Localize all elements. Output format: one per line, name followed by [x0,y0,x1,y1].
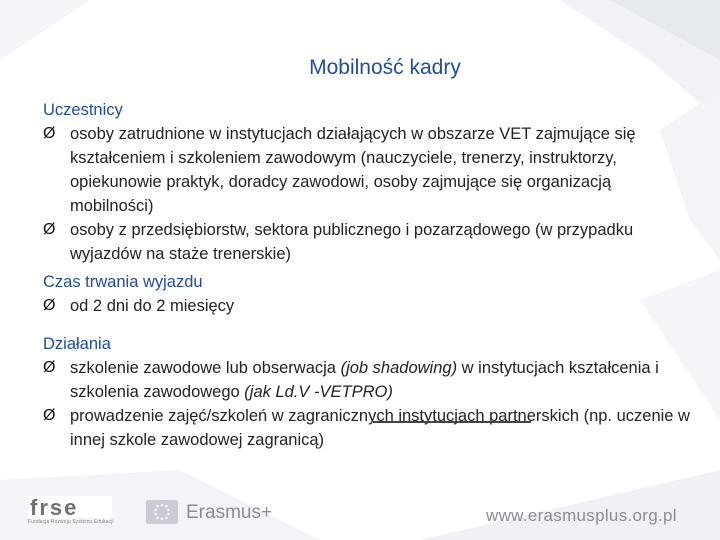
list-item-text: szkolenie zawodowe lub obserwacja (job shadowing) w instytucjach kształcenia i szkolenia zawodowego (jak Ld.V -VETPRO) [70,359,659,401]
list-item [43,294,693,318]
slide-title: Mobilność kadry [309,56,461,79]
list-item [43,356,693,404]
arrow-bullet-icon: Ø [43,221,56,238]
list-item-text: od 2 dni do 2 miesięcy [70,297,235,315]
eu-flag-icon [146,500,178,524]
erasmus-plus-logo: Erasmus+ [186,502,273,523]
slide-content [43,98,693,452]
arrow-bullet-icon: Ø [43,407,56,424]
arrow-bullet-icon: Ø [43,125,56,142]
section-heading-activities: Działania [43,335,111,353]
list-item-text: prowadzenie zajęć/szkoleń w zagranicznych instytucjach partnerskich (np. uczenie w innej szkole zawodowej zagranicą) [70,407,690,449]
svg-text:frse: frse [30,496,79,520]
list-item [43,218,693,266]
arrow-bullet-icon: Ø [43,359,56,376]
arrow-bullet-icon: Ø [43,297,56,314]
list-item [43,122,693,218]
list-item-text: osoby zatrudnione w instytucjach działających w obszarze VET zajmujące się kształceniem i szkoleniem zawodowym (nauczyciele, trenerzy, instruktorzy, opiekunowie praktyk, doradcy zawodowi, osoby zajmujące się organizacją mobilności) [70,125,636,215]
section-heading-participants: Uczestnicy [43,101,123,119]
frse-subtitle: Fundacja Rozwoju Systemu Edukacji [28,519,114,525]
list-item-text: osoby z przedsiębiorstw, sektora publicznego i pozarządowego (w przypadku wyjazdów na staże trenerskie) [70,221,634,263]
section-heading-duration: Czas trwania wyjazdu [43,273,203,291]
list-item [43,404,693,452]
vetpro-reference: (jak Ld.V -VETPRO) [244,383,393,401]
website-url: www.erasmusplus.org.pl [486,506,677,525]
underline-mark [373,421,531,423]
